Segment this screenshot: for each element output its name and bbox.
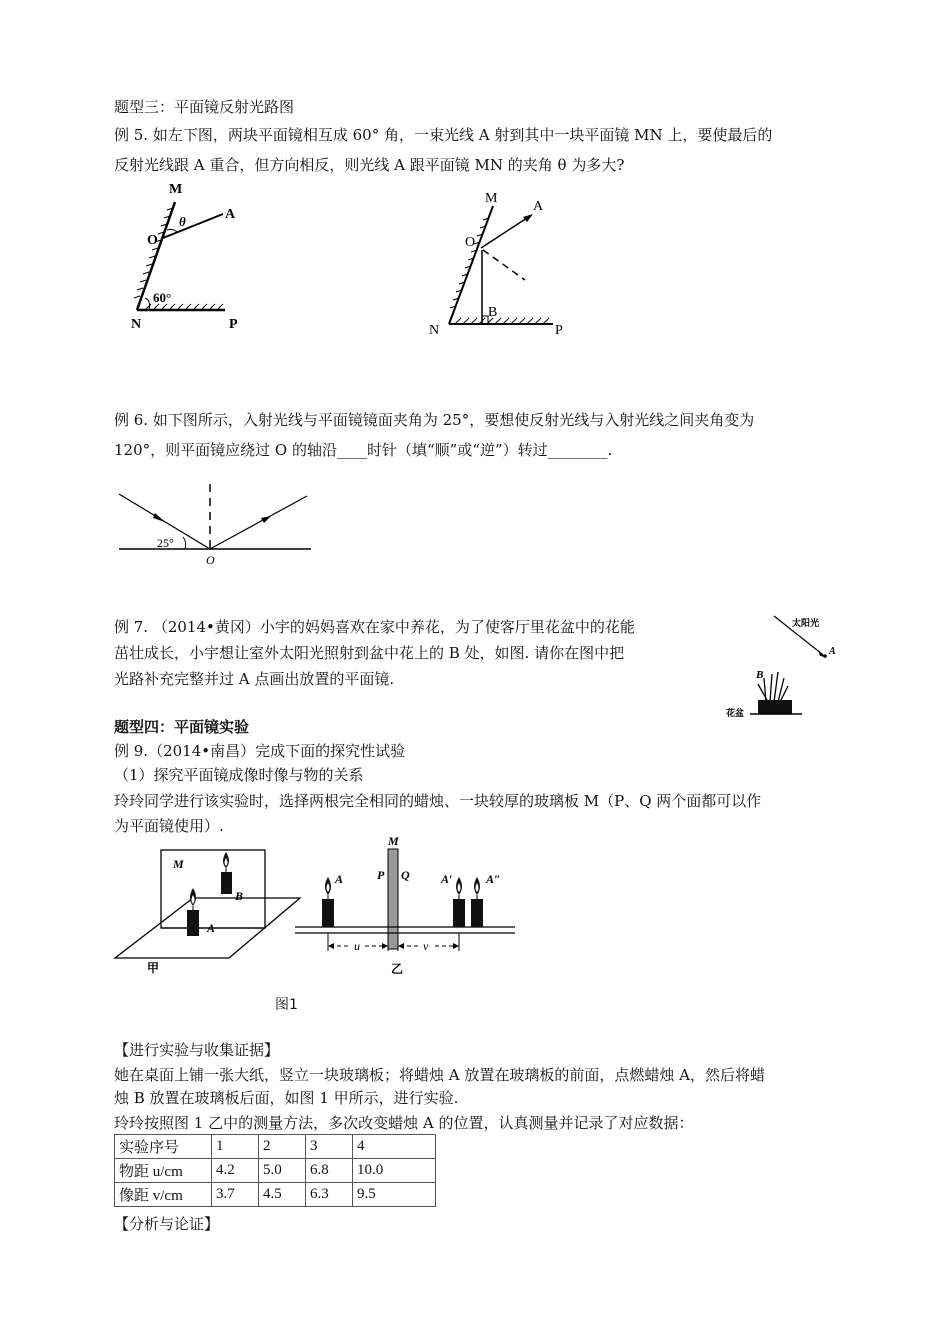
ex5-right-label-m: M <box>485 191 498 206</box>
ex5-line2: 反射光线跟 A 重合，但方向相反，则光线 A 跟平面镜 MN 的夹角 θ 为多大? <box>114 156 625 174</box>
ex5-right-label-p: P <box>555 323 563 338</box>
yi-label-a: A <box>335 872 344 886</box>
ex5-left-label-theta: θ <box>179 214 186 229</box>
table-cell: 物距 u/cm <box>115 1159 212 1183</box>
jia-label-a: A <box>207 921 216 935</box>
yi-label-a2: A″ <box>486 872 501 886</box>
ex6-line1: 例 6. 如下图所示，入射光线与平面镜镜面夹角为 25°，要想使反射光线与入射光线之间夹角变为 <box>114 411 755 429</box>
ex5-right-label-n: N <box>429 323 440 338</box>
ex7-line3: 光路补充完整并过 A 点画出放置的平面镜. <box>114 670 395 688</box>
table-cell: 4 <box>353 1135 436 1159</box>
yi-label-q: Q <box>401 868 410 882</box>
jia-label-m: M <box>173 857 184 871</box>
table-cell: 5.0 <box>259 1159 306 1183</box>
figure1-caption: 图1 <box>275 997 298 1013</box>
ex9-heading2: 【分析与论证】 <box>114 1215 220 1233</box>
ex6-label-o: O <box>206 553 215 567</box>
table-cell: 3 <box>306 1135 353 1159</box>
table-row <box>115 1159 436 1183</box>
ex7-line1: 例 7. （2014•黄冈）小宇的妈妈喜欢在家中养花，为了使客厅里花盆中的花能 <box>114 618 635 636</box>
ex5-left-label-o: O <box>147 233 158 248</box>
ex7-label-b: B <box>756 669 764 681</box>
ex7-figure <box>722 612 840 724</box>
ex5-right-label-o: O <box>465 235 476 250</box>
section3-title: 题型三：平面镜反射光路图 <box>114 98 295 116</box>
table-cell: 6.3 <box>306 1183 353 1207</box>
table-cell: 9.5 <box>353 1183 436 1207</box>
ex9-line2: （1）探究平面镜成像时像与物的关系 <box>114 766 364 784</box>
ex9-figure-jia <box>115 840 300 975</box>
ex9-para1: 她在桌面上铺一张大纸，竖立一块玻璃板；将蜡烛 A 放置在玻璃板的前面，点燃蜡烛 A，然后将蜡 <box>114 1066 765 1084</box>
yi-label-p: P <box>377 868 385 882</box>
yi-label-v: v <box>423 939 429 953</box>
table-cell: 实验序号 <box>115 1135 212 1159</box>
ex7-label-a: A <box>829 646 836 657</box>
ex5-line1: 例 5. 如左下图，两块平面镜相互成 60° 角，一束光线 A 射到其中一块平面镜 MN 上，要使最后的 <box>114 126 773 144</box>
yi-label-a1: A′ <box>441 872 453 886</box>
table-cell: 1 <box>212 1135 259 1159</box>
ex5-right-label-b: B <box>488 305 498 320</box>
jia-caption: 甲 <box>147 961 160 975</box>
ex5-left-label-m: M <box>169 182 183 197</box>
ex9-para3: 玲玲按照图 1 乙中的测量方法，多次改变蜡烛 A 的位置，认真测量并记录了对应数据： <box>114 1114 694 1132</box>
table-row <box>115 1135 436 1159</box>
ex6-figure <box>115 480 315 570</box>
jia-label-b: B <box>235 889 244 903</box>
ex7-label-pot: 花盆 <box>726 709 745 719</box>
yi-label-m: M <box>388 834 399 848</box>
section4-title: 题型四：平面镜实验 <box>114 718 250 736</box>
yi-caption: 乙 <box>391 962 404 976</box>
ex5-figure-left <box>125 180 265 340</box>
ex5-right-label-a: A <box>533 199 544 214</box>
ex5-figure-right <box>425 188 575 340</box>
yi-label-u: u <box>354 939 360 953</box>
ex6-line2: 120°，则平面镜应绕过 O 的轴沿____时针（填“顺”或“逆”）转过________. <box>114 441 613 459</box>
ex5-left-label-angle: 60° <box>153 290 172 305</box>
ex9-para2: 烛 B 放置在玻璃板后面，如图 1 甲所示，进行实验. <box>114 1089 459 1107</box>
ex9-line4: 为平面镜使用）. <box>114 817 224 835</box>
ex6-label-angle: 25° <box>157 536 174 550</box>
ex7-label-sun: 太阳光 <box>792 619 820 629</box>
table-cell: 4.2 <box>212 1159 259 1183</box>
ex5-left-label-p: P <box>229 317 238 332</box>
data-table <box>114 1134 436 1207</box>
ex7-line2: 茁壮成长，小宇想让室外太阳光照射到盆中花上的 B 处，如图. 请你在图中把 <box>114 644 625 662</box>
ex9-figure-yi <box>293 835 518 980</box>
ex9-heading1: 【进行实验与收集证据】 <box>114 1041 280 1059</box>
ex9-line3: 玲玲同学进行该实验时，选择两根完全相同的蜡烛、一块较厚的玻璃板 M（P、Q 两个面都可以作 <box>114 792 762 810</box>
table-cell: 4.5 <box>259 1183 306 1207</box>
ex9-line1: 例 9.（2014•南昌）完成下面的探究性试验 <box>114 742 406 760</box>
table-cell: 6.8 <box>306 1159 353 1183</box>
table-cell: 像距 v/cm <box>115 1183 212 1207</box>
table-cell: 10.0 <box>353 1159 436 1183</box>
table-cell: 3.7 <box>212 1183 259 1207</box>
ex5-left-label-n: N <box>131 317 142 332</box>
table-cell: 2 <box>259 1135 306 1159</box>
table-row <box>115 1183 436 1207</box>
ex5-left-label-a: A <box>225 207 236 222</box>
